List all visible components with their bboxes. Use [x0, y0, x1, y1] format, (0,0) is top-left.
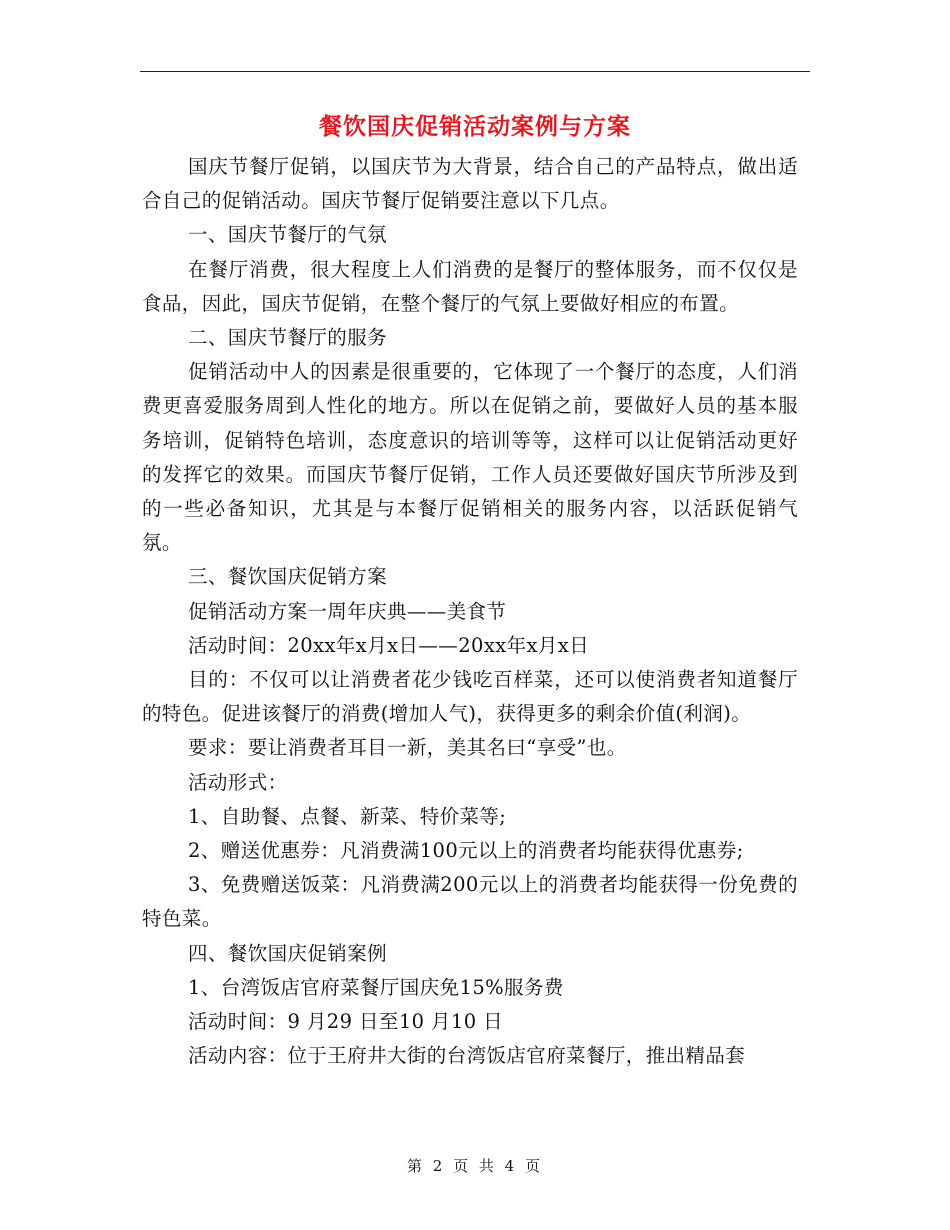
page-title: 餐饮国庆促销活动案例与方案 — [319, 114, 631, 140]
paragraph: 促销活动方案一周年庆典——美食节 — [188, 599, 507, 623]
paragraph: 活动时间：20xx年x月x日——20xx年x月x日 — [188, 633, 590, 657]
top-rule — [140, 71, 810, 72]
paragraph: 在餐厅消费，很大程度上人们消费的是餐厅的整体服务，而不仅仅是食品，因此，国庆节促销，在整个餐厅的气氛上要做好相应的布置。 — [142, 257, 798, 315]
paragraph: 1、自助餐、点餐、新菜、特价菜等; — [188, 804, 507, 828]
paragraph: 三、餐饮国庆促销方案 — [188, 565, 388, 589]
paragraph: 1、台湾饭店官府菜餐厅国庆免15%服务费 — [188, 975, 564, 999]
paragraph: 2、赠送优惠券：凡消费满100元以上的消费者均能获得优惠券; — [188, 839, 744, 863]
paragraph: 目的：不仅可以让消费者花少钱吃百样菜，还可以使消费者知道餐厅的特色。促进该餐厅的消费(增加人气)，获得更多的剩余价值(利润)。 — [142, 668, 798, 726]
paragraph: 活动时间：9 月29 日至10 月10 日 — [188, 1010, 504, 1034]
paragraph: 促销活动中人的因素是很重要的，它体现了一个餐厅的态度，人们消费更喜爱服务周到人性化的地方。所以在促销之前，要做好人员的基本服务培训，促销特色培训，态度意识的培训等等，这样可以让促销活动更好的发挥它的效果。而国庆节餐厅促销，工作人员还要做好国庆节所涉及到的一些必备知识，尤其是与本餐厅促销相关的服务内容，以活跃促销气氛。 — [142, 360, 798, 555]
page-footer: 第 2 页 共 4 页 — [407, 1157, 543, 1175]
paragraph: 二、国庆节餐厅的服务 — [188, 326, 388, 350]
document-body — [142, 150, 798, 1073]
paragraph: 一、国庆节餐厅的气氛 — [188, 223, 388, 247]
paragraph: 活动形式： — [188, 770, 288, 794]
paragraph: 国庆节餐厅促销，以国庆节为大背景，结合自己的产品特点，做出适合自己的促销活动。国庆节餐厅促销要注意以下几点。 — [142, 155, 798, 213]
paragraph: 四、餐饮国庆促销案例 — [188, 941, 388, 965]
paragraph: 活动内容：位于王府井大街的台湾饭店官府菜餐厅，推出精品套 — [188, 1044, 746, 1068]
paragraph: 3、免费赠送饭菜：凡消费满200元以上的消费者均能获得一份免费的特色菜。 — [142, 873, 798, 931]
paragraph: 要求：要让消费者耳目一新，美其名曰“享受”也。 — [188, 736, 627, 760]
